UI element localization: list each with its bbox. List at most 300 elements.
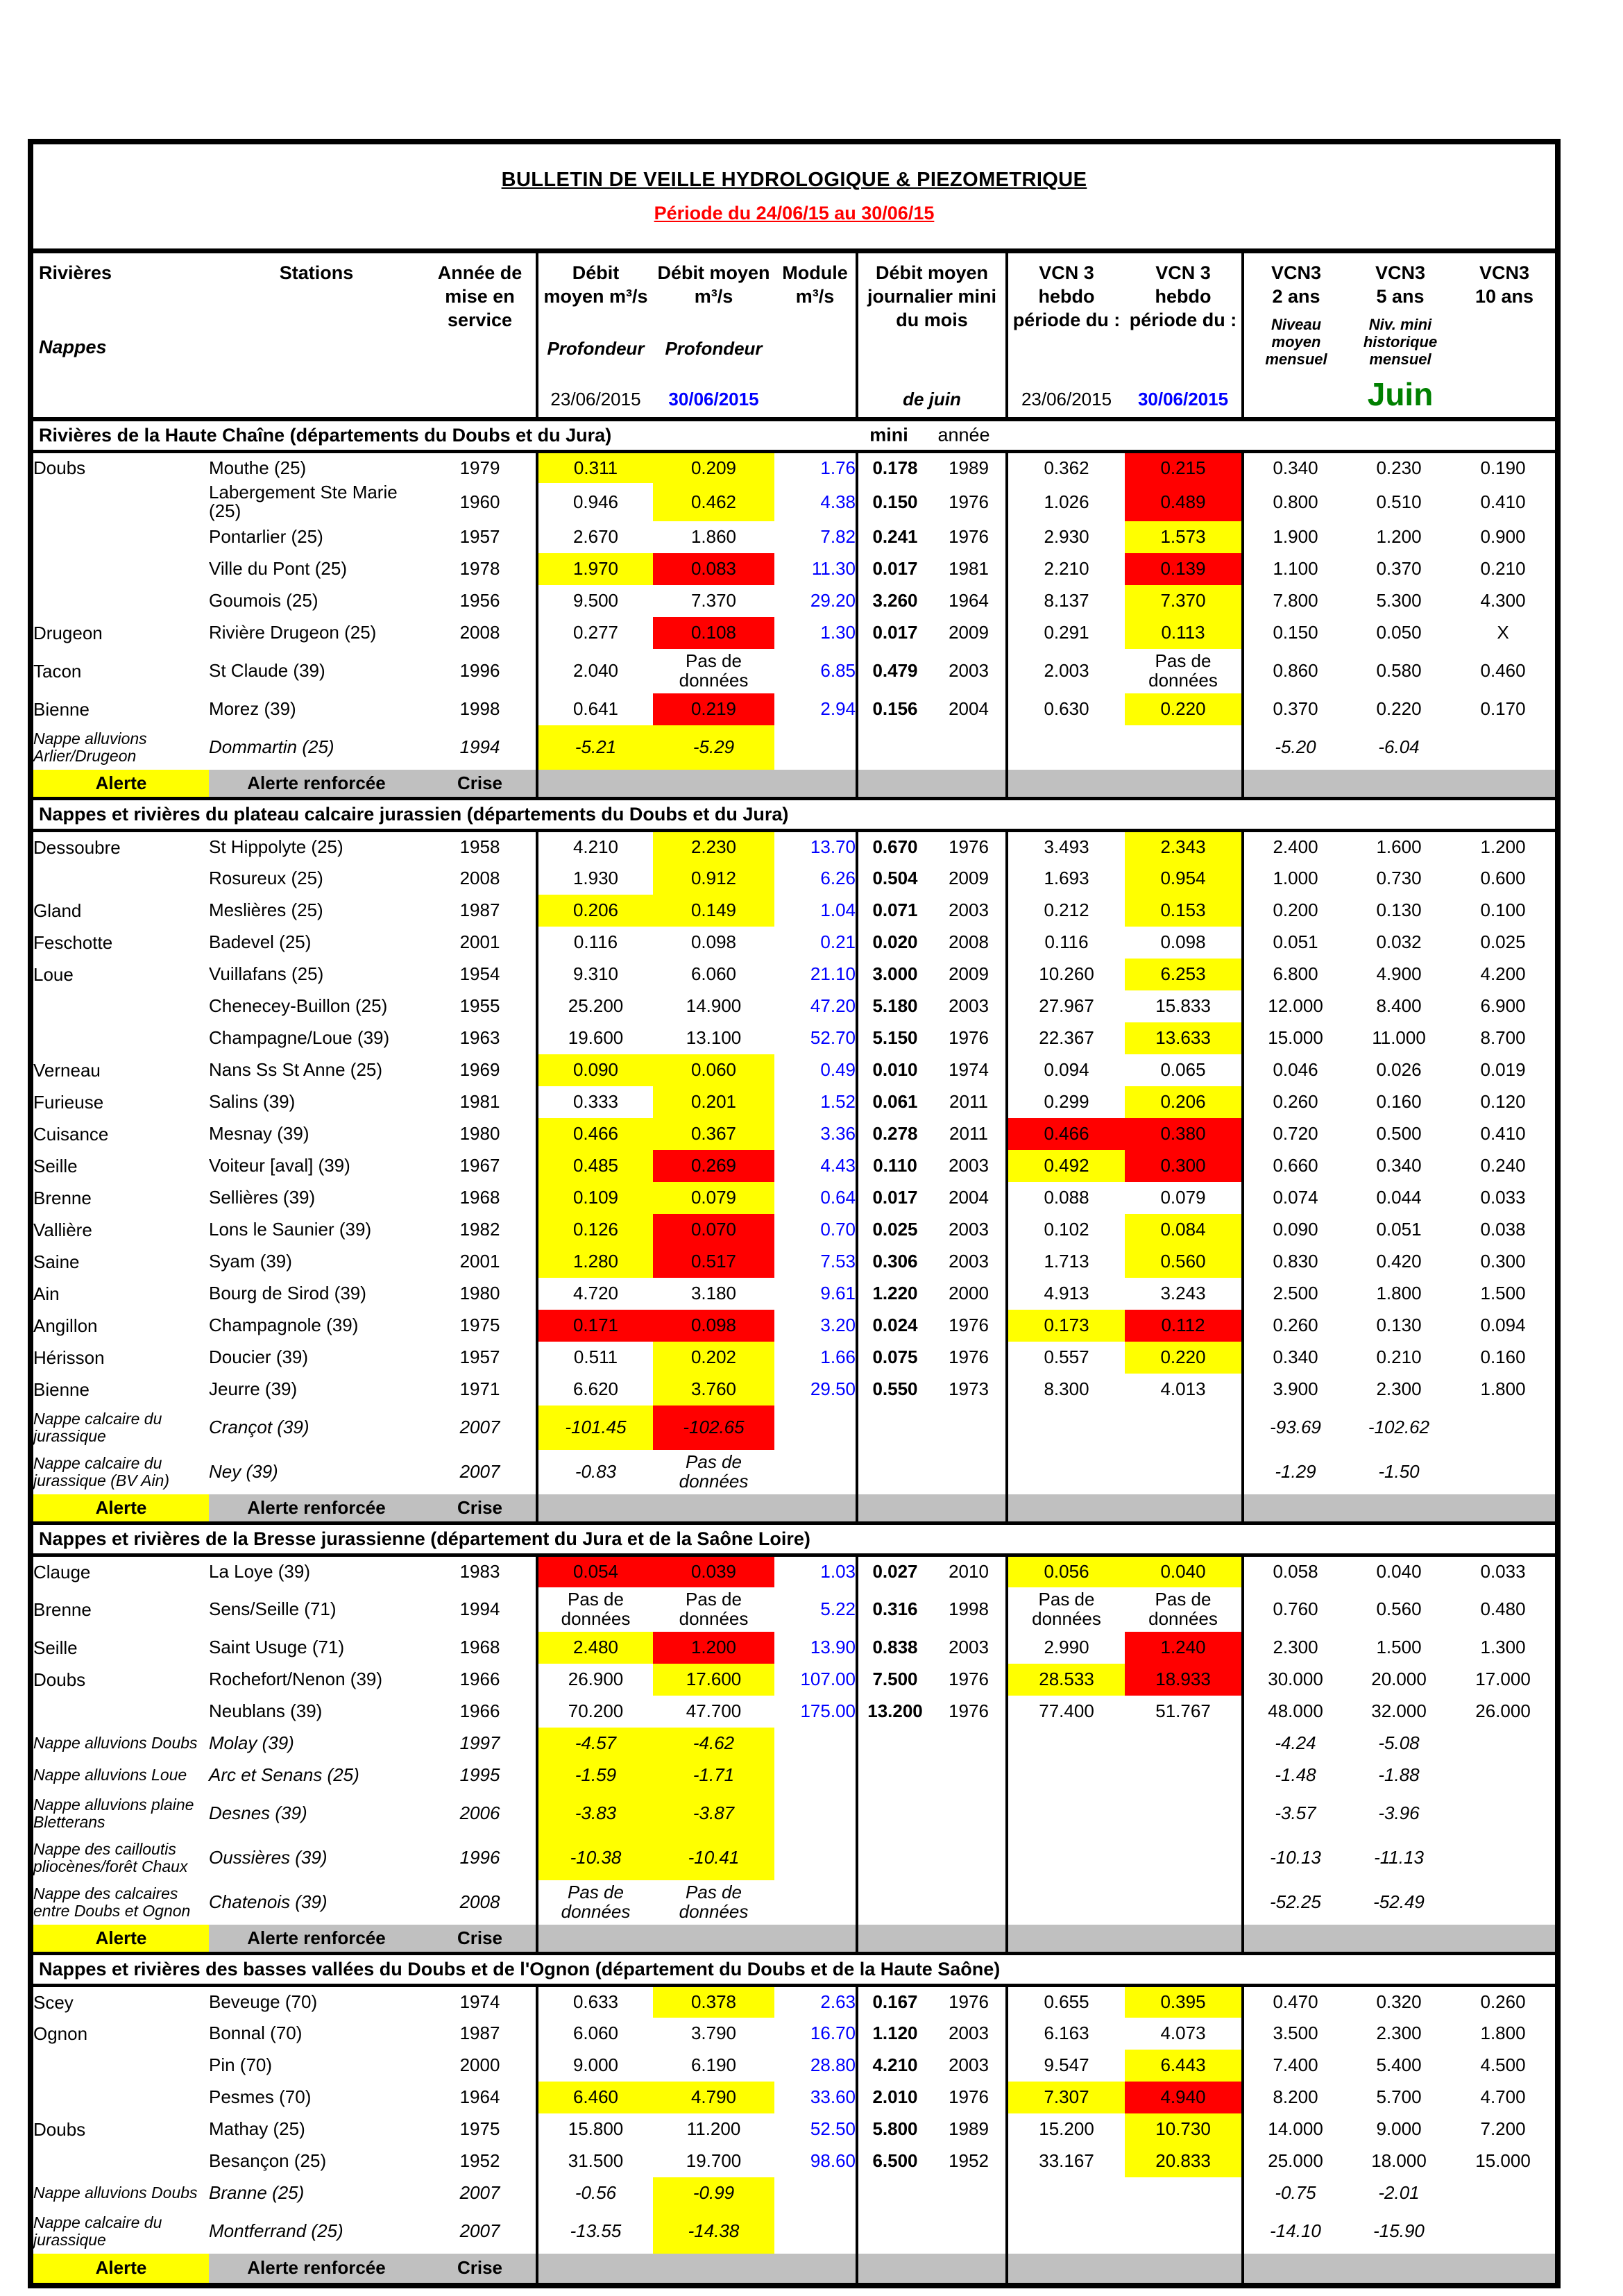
module-value: 2.63 xyxy=(774,1986,857,2018)
vcn-23-06: 1.713 xyxy=(1044,1250,1089,1272)
module-value: 1.52 xyxy=(774,1086,857,1118)
min-daily-flow: 0.670 xyxy=(872,836,918,858)
vcn3-10ans: 1.800 xyxy=(1480,1378,1526,1399)
vcn-23-06 xyxy=(1007,1450,1125,1494)
col-header-debit-prev: Débit moyen m³/s Profondeur 23/06/2015 xyxy=(537,251,653,420)
service-year: 1978 xyxy=(424,553,537,585)
module-value xyxy=(774,1728,857,1759)
service-year: 1995 xyxy=(424,1759,537,1791)
station-name: Chenecey-Buillon (25) xyxy=(209,995,388,1016)
station-name: Goumois (25) xyxy=(209,589,318,611)
vcn-23-06 xyxy=(1007,725,1125,770)
vcn3-2ans: -1.29 xyxy=(1275,1460,1316,1482)
table-row xyxy=(33,1150,1555,1182)
module-value: 98.60 xyxy=(774,2145,857,2177)
river-name: Saine xyxy=(33,1251,80,1272)
vcn-30-06: 4.073 xyxy=(1125,2018,1243,2050)
vcn3-2ans: -93.69 xyxy=(1270,1416,1321,1437)
vcn3-10ans xyxy=(1451,2177,1555,2209)
min-year: 1952 xyxy=(932,2145,1007,2177)
debit-23-06: Pas de données xyxy=(561,1882,631,1922)
vcn-23-06 xyxy=(1007,1880,1125,1925)
vcn3-5ans: 0.500 xyxy=(1376,1122,1422,1144)
legend-renforcee: Alerte renforcée xyxy=(209,770,424,799)
debit-23-06: -101.45 xyxy=(537,1406,653,1450)
debit-30-06: 13.100 xyxy=(686,1027,742,1048)
vcn3-5ans: 1.800 xyxy=(1376,1282,1422,1303)
vcn3-2ans: 1.900 xyxy=(1273,525,1318,547)
vcn-30-06: 0.139 xyxy=(1125,553,1243,585)
vcn3-2ans: 15.000 xyxy=(1268,1027,1323,1048)
debit-30-06: 6.060 xyxy=(690,963,737,984)
vcn-23-06: 10.260 xyxy=(1039,963,1094,984)
debit-30-06: 0.108 xyxy=(653,617,774,649)
debit-30-06: Pas de données xyxy=(679,650,749,691)
station-name: St Claude (39) xyxy=(209,659,325,681)
river-name: Hérisson xyxy=(33,1347,105,1368)
module-value: 0.70 xyxy=(774,1214,857,1246)
vcn-30-06: 18.933 xyxy=(1125,1664,1243,1696)
min-year: 1976 xyxy=(932,1696,1007,1728)
module-value: 4.43 xyxy=(774,1150,857,1182)
min-daily-flow: 0.020 xyxy=(872,931,918,953)
station-name: Neublans (39) xyxy=(209,1700,323,1721)
table-row xyxy=(33,1632,1555,1664)
vcn3-5ans: -1.50 xyxy=(1378,1460,1420,1482)
vcn3-10ans: 4.700 xyxy=(1480,2086,1526,2107)
river-name: Nappe calcaire du jurassique xyxy=(33,2213,162,2249)
min-year xyxy=(932,1450,1007,1494)
vcn3-5ans: 2.300 xyxy=(1376,2022,1422,2043)
debit-23-06: 0.206 xyxy=(537,895,653,927)
vcn-30-06: 1.240 xyxy=(1125,1632,1243,1664)
module-value: 7.82 xyxy=(774,521,857,553)
legend-spacer xyxy=(1007,770,1243,799)
vcn-30-06: 6.253 xyxy=(1125,959,1243,990)
debit-23-06: 4.210 xyxy=(572,836,619,858)
debit-23-06: 1.930 xyxy=(572,867,619,888)
module-value: 1.03 xyxy=(774,1555,857,1587)
vcn3-5ans: 1.500 xyxy=(1376,1636,1422,1657)
module-value: 3.36 xyxy=(774,1118,857,1150)
service-year: 2006 xyxy=(424,1791,537,1836)
river-name: Nappe alluvions Arlier/Drugeon xyxy=(33,729,147,765)
debit-30-06: 3.760 xyxy=(653,1374,774,1406)
service-year: 2007 xyxy=(424,2209,537,2254)
vcn-30-06: 51.767 xyxy=(1125,1696,1243,1728)
vcn-23-06: 33.167 xyxy=(1039,2150,1094,2171)
table-row xyxy=(33,2177,1555,2209)
legend-spacer xyxy=(537,770,857,799)
debit-23-06: 0.311 xyxy=(537,451,653,483)
service-year: 1996 xyxy=(424,649,537,693)
debit-30-06: 0.269 xyxy=(653,1150,774,1182)
debit-23-06: 1.280 xyxy=(537,1246,653,1278)
date-prev: 23/06/2015 xyxy=(1021,389,1112,410)
station-name: Ney (39) xyxy=(209,1460,278,1482)
vcn-23-06: 0.088 xyxy=(1044,1186,1089,1208)
service-year: 2007 xyxy=(424,2177,537,2209)
legend-spacer xyxy=(857,770,1007,799)
legend-renforcee: Alerte renforcée xyxy=(209,1494,424,1523)
module-value: 175.00 xyxy=(774,1696,857,1728)
station-name: Dommartin (25) xyxy=(209,736,334,757)
vcn-30-06: 0.300 xyxy=(1125,1150,1243,1182)
debit-30-06: 0.070 xyxy=(653,1214,774,1246)
station-name: Nans Ss St Anne (25) xyxy=(209,1058,383,1080)
vcn3-5ans: 5.700 xyxy=(1376,2086,1422,2107)
col-header-vcn3-5ans: VCN3 5 ans xyxy=(1375,262,1426,307)
module-value: 29.20 xyxy=(774,585,857,617)
debit-23-06: 0.633 xyxy=(572,1991,619,2013)
river-name: Doubs xyxy=(33,457,86,479)
service-year: 1987 xyxy=(424,2018,537,2050)
river-name: Tacon xyxy=(33,660,82,682)
debit-23-06: 0.126 xyxy=(537,1214,653,1246)
vcn3-2ans: 30.000 xyxy=(1268,1668,1323,1689)
module-value: 0.49 xyxy=(774,1054,857,1086)
station-name: La Loye (39) xyxy=(209,1561,310,1582)
service-year: 1975 xyxy=(424,1310,537,1342)
legend-spacer xyxy=(537,1494,857,1523)
vcn3-5ans: 0.130 xyxy=(1376,1314,1422,1335)
table-row xyxy=(33,2145,1555,2177)
vcn-30-06: 0.954 xyxy=(1125,863,1243,895)
min-daily-flow: 5.800 xyxy=(872,2118,918,2140)
min-year: 2011 xyxy=(932,1086,1007,1118)
min-daily-flow: 5.150 xyxy=(872,1027,918,1049)
service-year: 2000 xyxy=(424,2050,537,2082)
min-year: 2009 xyxy=(932,863,1007,895)
min-year: 1976 xyxy=(932,521,1007,553)
vcn-23-06: Pas de données xyxy=(1032,1589,1101,1629)
vcn3-10ans: 6.900 xyxy=(1480,995,1526,1016)
station-name: Beveuge (70) xyxy=(209,1991,318,2013)
vcn3-2ans: 12.000 xyxy=(1268,995,1323,1016)
vcn3-5ans: 0.050 xyxy=(1376,621,1422,643)
station-name: Desnes (39) xyxy=(209,1802,307,1823)
vcn-30-06 xyxy=(1125,1836,1243,1880)
debit-30-06: 0.462 xyxy=(653,483,774,521)
min-year xyxy=(932,1728,1007,1759)
station-name: Besançon (25) xyxy=(209,2150,327,2171)
vcn3-5ans: 0.510 xyxy=(1376,491,1422,512)
min-year: 1976 xyxy=(932,1310,1007,1342)
min-year: 1976 xyxy=(932,2082,1007,2113)
table-row xyxy=(33,1118,1555,1150)
vcn3-2ans: 2.400 xyxy=(1273,836,1318,858)
river-name xyxy=(33,1696,209,1728)
legend-spacer xyxy=(1007,1925,1243,1954)
section-band xyxy=(33,1523,1555,1555)
debit-30-06: 0.367 xyxy=(653,1118,774,1150)
vcn3-2ans: 0.660 xyxy=(1273,1154,1318,1176)
river-name xyxy=(33,553,209,585)
vcn3-5ans: 32.000 xyxy=(1371,1700,1427,1721)
label-profondeur: Profondeur xyxy=(547,337,645,359)
station-name: Bonnal (70) xyxy=(209,2022,303,2043)
vcn3-5ans: 0.044 xyxy=(1376,1186,1422,1208)
vcn-23-06: 1.026 xyxy=(1044,491,1089,512)
section-band-cell xyxy=(33,1954,1555,1986)
service-year: 1971 xyxy=(424,1374,537,1406)
min-year: 2009 xyxy=(932,959,1007,990)
module-value xyxy=(774,1880,857,1925)
page-title: BULLETIN DE VEILLE HYDROLOGIQUE & PIEZOMETRIQUE xyxy=(501,169,1087,191)
vcn-30-06: 15.833 xyxy=(1125,990,1243,1022)
min-daily-flow: 0.017 xyxy=(872,1187,918,1208)
min-year xyxy=(932,1791,1007,1836)
vcn3-2ans: 6.800 xyxy=(1273,963,1318,984)
debit-30-06: 6.190 xyxy=(690,2054,737,2075)
river-name xyxy=(33,521,209,553)
min-daily-flow: 0.017 xyxy=(872,622,918,643)
debit-30-06: 11.200 xyxy=(686,2118,741,2139)
min-year xyxy=(932,2209,1007,2254)
vcn-23-06: 0.212 xyxy=(1044,899,1089,920)
min-year xyxy=(932,1836,1007,1880)
section-band xyxy=(33,799,1555,831)
legend-spacer xyxy=(857,1925,1007,1954)
vcn3-5ans: -11.13 xyxy=(1374,1846,1424,1868)
debit-30-06: 0.912 xyxy=(653,863,774,895)
min-daily-flow xyxy=(857,1836,932,1880)
vcn3-10ans: 0.240 xyxy=(1480,1154,1526,1176)
vcn-23-06: 22.367 xyxy=(1039,1027,1094,1048)
vcn3-10ans: 1.200 xyxy=(1480,836,1526,858)
vcn-30-06: 10.730 xyxy=(1125,2113,1243,2145)
legend-renforcee: Alerte renforcée xyxy=(209,1925,424,1954)
min-year: 2003 xyxy=(932,649,1007,693)
river-name: Scey xyxy=(33,1991,74,2013)
min-year: 2004 xyxy=(932,1182,1007,1214)
debit-30-06: 0.209 xyxy=(653,451,774,483)
vcn3-2ans: 1.100 xyxy=(1273,557,1318,579)
vcn3-5ans: 0.130 xyxy=(1376,899,1422,920)
table-row xyxy=(33,1086,1555,1118)
vcn3-10ans xyxy=(1451,1880,1555,1925)
legend-spacer xyxy=(1007,1494,1243,1523)
vcn-23-06: 8.300 xyxy=(1044,1378,1089,1399)
service-year: 1979 xyxy=(424,451,537,483)
service-year: 1983 xyxy=(424,1555,537,1587)
min-daily-flow xyxy=(857,1759,932,1791)
vcn-30-06: Pas de données xyxy=(1125,649,1243,693)
debit-23-06: 26.900 xyxy=(568,1668,624,1689)
table-row xyxy=(33,451,1555,483)
service-year: 2008 xyxy=(424,1880,537,1925)
min-year: 2004 xyxy=(932,693,1007,725)
min-year: 2003 xyxy=(932,1632,1007,1664)
vcn3-2ans: 1.000 xyxy=(1273,867,1318,888)
vcn-23-06: 0.362 xyxy=(1044,457,1089,478)
min-daily-flow xyxy=(857,1880,932,1925)
vcn3-5ans: 0.026 xyxy=(1376,1058,1422,1080)
vcn3-5ans: 0.160 xyxy=(1376,1090,1422,1112)
station-name: St Hippolyte (25) xyxy=(209,836,343,858)
service-year: 1967 xyxy=(424,1150,537,1182)
table-header-row xyxy=(33,251,1555,420)
section-band xyxy=(33,419,1555,451)
table-row xyxy=(33,1986,1555,2018)
vcn3-10ans: 8.700 xyxy=(1480,1027,1526,1048)
vcn-23-06: 77.400 xyxy=(1039,1700,1094,1721)
river-name: Nappe alluvions Doubs xyxy=(33,1734,198,1753)
debit-23-06: 9.000 xyxy=(572,2054,619,2075)
debit-30-06: 0.201 xyxy=(653,1086,774,1118)
section-band-cell xyxy=(33,1523,1555,1555)
min-year: 1976 xyxy=(932,1342,1007,1374)
vcn-23-06: 0.102 xyxy=(1044,1218,1089,1240)
service-year: 1957 xyxy=(424,1342,537,1374)
vcn-30-06: 0.395 xyxy=(1125,1986,1243,2018)
vcn-30-06: 0.380 xyxy=(1125,1118,1243,1150)
station-name: Labergement Ste Marie (25) xyxy=(209,482,398,522)
debit-30-06: 0.060 xyxy=(653,1054,774,1086)
vcn3-10ans: 0.100 xyxy=(1480,899,1526,920)
vcn3-2ans: -4.24 xyxy=(1275,1732,1316,1753)
table-row xyxy=(33,1555,1555,1587)
vcn3-5ans: 0.560 xyxy=(1376,1598,1422,1619)
module-value xyxy=(774,1759,857,1791)
table-row xyxy=(33,1450,1555,1494)
min-daily-flow xyxy=(857,2177,932,2209)
vcn3-2ans: 7.400 xyxy=(1273,2054,1318,2075)
title-block xyxy=(33,144,1555,248)
vcn3-2ans: 0.830 xyxy=(1273,1250,1318,1272)
debit-23-06: 70.200 xyxy=(568,1700,624,1721)
section-band xyxy=(33,1954,1555,1986)
vcn3-10ans: X xyxy=(1497,621,1509,643)
module-value: 0.21 xyxy=(774,927,857,959)
min-year: 2003 xyxy=(932,1150,1007,1182)
debit-23-06: 6.620 xyxy=(572,1378,619,1399)
station-name: Vuillafans (25) xyxy=(209,963,324,984)
legend-spacer xyxy=(537,2254,857,2283)
service-year: 1975 xyxy=(424,2113,537,2145)
section-title: Rivières de la Haute Chaîne (départements du Doubs et du Jura) xyxy=(39,424,612,446)
module-value xyxy=(774,725,857,770)
debit-30-06: 2.230 xyxy=(653,831,774,863)
debit-30-06: 0.083 xyxy=(653,553,774,585)
vcn3-5ans: 11.000 xyxy=(1372,1027,1426,1048)
debit-23-06: 0.511 xyxy=(573,1346,618,1367)
service-year: 1954 xyxy=(424,959,537,990)
vcn3-5ans: 0.230 xyxy=(1376,457,1422,478)
station-name: Morez (39) xyxy=(209,698,296,719)
legend-crise: Crise xyxy=(424,1925,537,1954)
section-band-cell xyxy=(33,419,1555,451)
debit-30-06: -1.71 xyxy=(653,1759,774,1791)
river-name: Nappe calcaire du jurassique (BV Ain) xyxy=(33,1453,170,1489)
river-name xyxy=(33,483,209,521)
service-year: 1969 xyxy=(424,1054,537,1086)
col-header-annee-service: Année de mise en service xyxy=(424,251,537,420)
vcn3-5ans: 0.580 xyxy=(1376,659,1422,681)
vcn3-5ans: -102.62 xyxy=(1368,1416,1430,1437)
station-name: Rivière Drugeon (25) xyxy=(209,621,377,643)
col-header-debit-curr: Débit moyen m³/s Profondeur 30/06/2015 xyxy=(653,251,774,420)
vcn-23-06 xyxy=(1007,1728,1125,1759)
vcn-30-06: 4.013 xyxy=(1125,1374,1243,1406)
vcn3-10ans: 7.200 xyxy=(1480,2118,1526,2139)
vcn3-10ans xyxy=(1451,1791,1555,1836)
min-year: 1976 xyxy=(932,483,1007,521)
vcn3-2ans: 25.000 xyxy=(1268,2150,1323,2171)
label-niveau-moyen-mensuel: Niveau moyen mensuel xyxy=(1265,315,1327,369)
table-row xyxy=(33,1342,1555,1374)
module-value: 47.20 xyxy=(774,990,857,1022)
vcn-23-06 xyxy=(1007,1759,1125,1791)
date-prev: 23/06/2015 xyxy=(550,389,641,410)
vcn3-2ans: 3.900 xyxy=(1273,1378,1318,1399)
river-name: Seille xyxy=(33,1155,78,1176)
station-name: Sens/Seille (71) xyxy=(209,1598,337,1619)
vcn-30-06: 0.220 xyxy=(1125,1342,1243,1374)
vcn-23-06: 8.137 xyxy=(1044,589,1089,611)
station-name: Oussières (39) xyxy=(209,1846,328,1868)
service-year: 1956 xyxy=(424,585,537,617)
table-row xyxy=(33,1278,1555,1310)
table-row xyxy=(33,2018,1555,2050)
min-daily-flow: 0.156 xyxy=(872,698,918,720)
min-daily-flow: 7.500 xyxy=(872,1669,918,1690)
col-header-vcn-curr: VCN 3 hebdo période du : 30/06/2015 xyxy=(1125,251,1243,420)
debit-23-06: -13.55 xyxy=(570,2220,622,2241)
service-year: 1987 xyxy=(424,895,537,927)
legend-row xyxy=(33,770,1555,799)
page-subtitle-period: Période du 24/06/15 au 30/06/15 xyxy=(654,203,935,223)
vcn3-10ans xyxy=(1451,1836,1555,1880)
river-name: Vallière xyxy=(33,1219,92,1240)
col-header-rivieres-nappes xyxy=(33,251,209,420)
module-value: 21.10 xyxy=(774,959,857,990)
river-name xyxy=(33,2082,209,2113)
col-header-vcn-prev: VCN 3 hebdo période du : 23/06/2015 xyxy=(1007,251,1125,420)
vcn3-2ans: 3.500 xyxy=(1273,2022,1318,2043)
vcn3-2ans: -52.25 xyxy=(1270,1891,1321,1912)
legend-spacer xyxy=(857,2254,1007,2283)
min-daily-flow: 0.071 xyxy=(872,900,918,921)
min-year: 1976 xyxy=(932,1986,1007,2018)
vcn-30-06 xyxy=(1125,2177,1243,2209)
vcn3-10ans: 4.300 xyxy=(1480,589,1526,611)
station-name: Jeurre (39) xyxy=(209,1378,298,1399)
service-year: 1966 xyxy=(424,1696,537,1728)
min-daily-flow: 0.027 xyxy=(872,1561,918,1582)
min-daily-flow: 3.000 xyxy=(872,963,918,985)
vcn3-10ans: 0.300 xyxy=(1480,1250,1526,1272)
service-year: 2007 xyxy=(424,1450,537,1494)
min-daily-flow: 3.260 xyxy=(872,590,918,611)
river-name: Loue xyxy=(33,963,74,985)
min-year: 2003 xyxy=(932,1246,1007,1278)
vcn-23-06: 4.913 xyxy=(1044,1282,1089,1303)
vcn3-10ans: 0.260 xyxy=(1480,1991,1526,2013)
debit-23-06: 15.800 xyxy=(568,2118,624,2139)
debit-30-06: 0.098 xyxy=(690,931,737,952)
vcn-23-06: 7.307 xyxy=(1007,2082,1125,2113)
vcn3-2ans: 0.800 xyxy=(1273,491,1318,512)
vcn3-2ans: 7.800 xyxy=(1273,589,1318,611)
module-value: 1.04 xyxy=(774,895,857,927)
vcn3-10ans xyxy=(1451,1406,1555,1450)
table-row xyxy=(33,1791,1555,1836)
min-daily-flow xyxy=(857,2209,932,2254)
debit-30-06: 4.790 xyxy=(653,2082,774,2113)
vcn3-10ans xyxy=(1451,1450,1555,1494)
debit-23-06: Pas de données xyxy=(561,1589,631,1629)
